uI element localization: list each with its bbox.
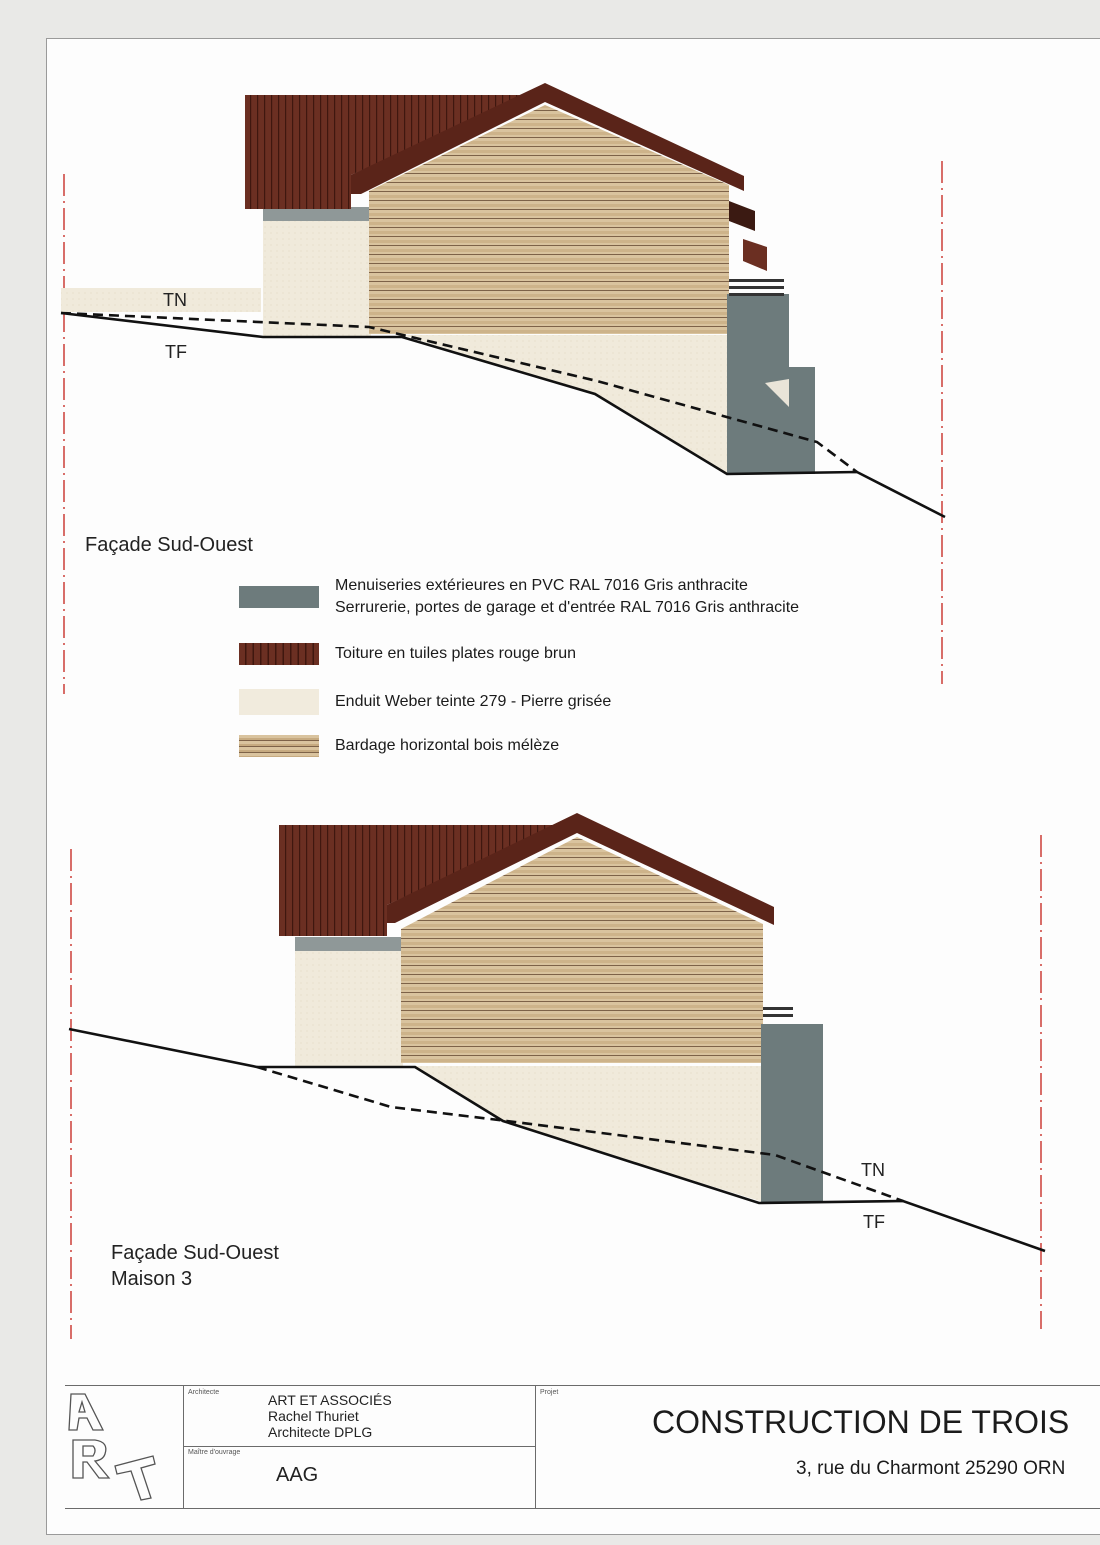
legend-text-anthracite-1: Menuiseries extérieures en PVC RAL 7016 Gris anthracite	[335, 577, 748, 594]
tn-label-top: TN	[163, 290, 187, 310]
caption-bottom-title: Façade Sud-Ouest	[111, 1242, 279, 1264]
title-block	[65, 1385, 1100, 1509]
caption-top: Façade Sud-Ouest	[85, 534, 253, 556]
swatch-roof	[239, 643, 319, 665]
owner-cell	[183, 1446, 536, 1508]
legend-item-wood	[239, 735, 559, 757]
annex-wall-bottom	[295, 937, 403, 1067]
swatch-wood	[239, 735, 319, 757]
project-heading: Projet	[540, 1389, 559, 1396]
elevation-drawings	[47, 39, 1100, 1534]
swatch-anthracite	[239, 586, 319, 608]
balcony-rail-1	[729, 279, 784, 282]
terrace-render	[61, 288, 261, 312]
annex-band-bottom	[295, 937, 403, 951]
legend-item-render	[239, 689, 611, 715]
owner-heading: Maître d'ouvrage	[188, 1449, 241, 1456]
swatch-render	[239, 689, 319, 715]
architect-cell	[183, 1386, 536, 1447]
legend-item-roof	[239, 643, 576, 665]
dormer-roof-top-1	[729, 201, 755, 231]
legend-text-anthracite-2: Serrurerie, portes de garage et d'entrée RAL 7016 Gris anthracite	[335, 598, 800, 616]
tf-label-bottom: TF	[863, 1212, 885, 1232]
tf-label-top: TF	[165, 342, 187, 362]
anthracite-step-top	[789, 367, 815, 474]
annex-band-top	[263, 207, 371, 221]
legend-text-wood: Bardage horizontal bois mélèze	[335, 737, 560, 755]
architect-title: Architecte DPLG	[268, 1424, 373, 1441]
annex-wall-top	[263, 207, 371, 337]
legend-text-render: Enduit Weber teinte 279 - Pierre grisée	[335, 693, 612, 711]
elevation-bottom	[279, 813, 823, 1202]
project-title: CONSTRUCTION DE TROIS	[652, 1404, 1070, 1440]
anthracite-tower-bottom	[761, 1024, 823, 1202]
balcony-rail-b2	[763, 1014, 793, 1017]
project-cell	[535, 1386, 1100, 1508]
art-logo	[65, 1386, 183, 1508]
project-address: 3, rue du Charmont 25290 ORN	[796, 1458, 1066, 1479]
architect-heading: Architecte	[188, 1389, 220, 1396]
foundation-render-bottom	[415, 1066, 763, 1202]
owner-name: AAG	[276, 1464, 319, 1486]
legend-item-anthracite	[239, 575, 799, 618]
legend-text-roof: Toiture en tuiles plates rouge brun	[335, 645, 577, 663]
elevation-top	[61, 83, 815, 474]
caption-bottom-house: Maison 3	[111, 1268, 193, 1290]
balcony-rail-3	[729, 293, 784, 296]
architect-name: ART ET ASSOCIÉS	[268, 1392, 392, 1408]
dormer-roof-top-2	[743, 239, 767, 271]
tn-label-bottom: TN	[861, 1160, 885, 1180]
balcony-rail-2	[729, 286, 784, 289]
balcony-rail-b1	[763, 1007, 793, 1010]
architect-person: Rachel Thuriet	[268, 1408, 359, 1425]
drawing-sheet	[46, 38, 1100, 1535]
